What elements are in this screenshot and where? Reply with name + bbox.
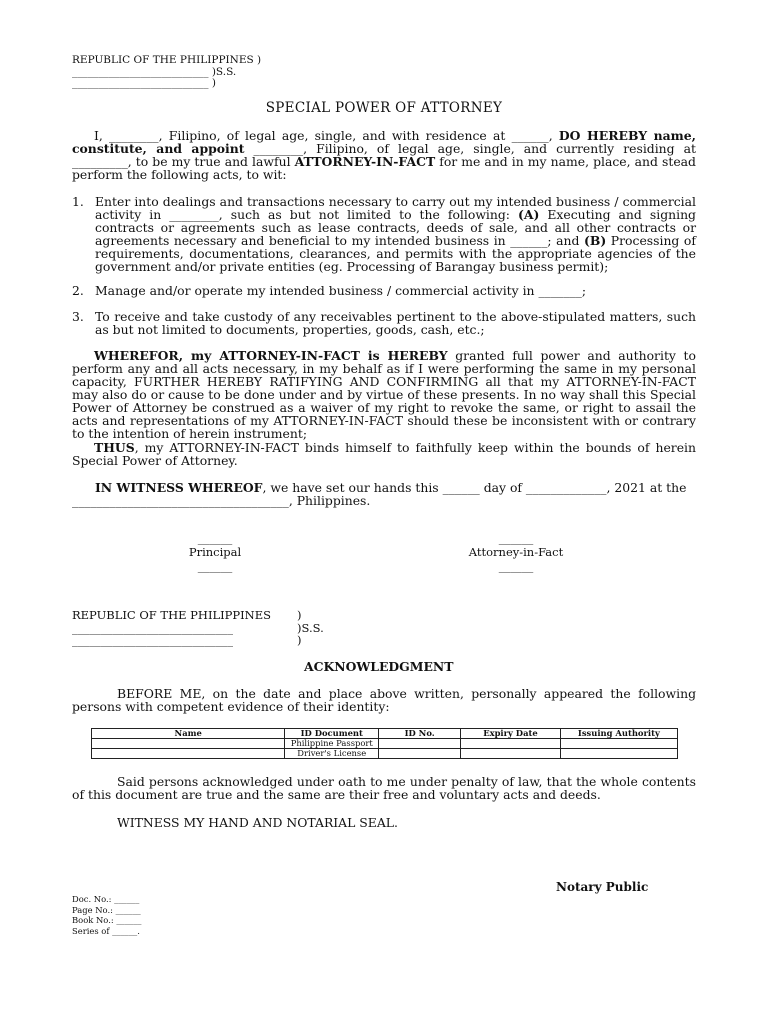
ack-venue-line-2: ____________________________: [72, 621, 233, 635]
ack-venue-paren-3: ): [297, 633, 302, 647]
table-cell: [461, 749, 561, 759]
table-cell: Philippine Passport: [285, 739, 379, 749]
page-number: Page No.: ______: [72, 904, 141, 915]
id-table-header: ID No.: [379, 729, 461, 739]
attorney-bottom-line: ______: [498, 559, 534, 573]
wherefor-paragraph: [72, 349, 696, 440]
intro-text-1: I, ________, Filipino, of legal age, single, and with residence at ______,: [94, 128, 559, 143]
ack-title: ACKNOWLEDGMENT: [304, 659, 454, 674]
wherefor-text: granted full power and authority to perform any and all acts necessary, in my behalf as if I were performing the same in my personal capacity, FURTHER HEREBY RATIFYING AND CONFIRMING all that my ATTORNEY-IN-FACT may also do or cause to be done under and by virtue of these presents. In no way shall this Special Power of Attorney be construed as a waiver of my right to revoke the same, or right to assail the acts and representations of my ATTORNEY-IN-FACT should these be inconsistent with or contrary to the intention of herein instrument;: [72, 348, 696, 441]
intro-text-3: for me and in my name, place, and stead perform the following acts, to wit:: [72, 154, 696, 182]
thus-bold: THUS: [94, 440, 135, 455]
ack-venue-paren-1: ): [297, 608, 302, 622]
table-cell: [560, 749, 677, 759]
thus-paragraph: [72, 441, 696, 467]
act-number-2: 2.: [72, 283, 84, 298]
id-table-header: Expiry Date: [461, 729, 561, 739]
act-item-1: [95, 195, 696, 273]
intro-paragraph: [72, 129, 696, 181]
attorney-label: Attorney-in-Fact: [468, 545, 564, 559]
intro-text-2: ________, Filipino, of legal age, single, and currently residing at _________, to be my true and lawful: [72, 141, 697, 169]
witness-bold: IN WITNESS WHEREOF: [95, 480, 263, 495]
ack-venue-line-3: ____________________________: [72, 633, 233, 647]
notary-public-label: Notary Public: [556, 880, 649, 894]
venue-line-3: __________________________ ): [72, 77, 216, 89]
id-table: [91, 728, 678, 759]
attorney-top-line: ______: [498, 531, 534, 545]
table-cell: [92, 739, 285, 749]
intro-bold-attorney: ATTORNEY-IN-FACT: [294, 154, 436, 169]
said-persons-paragraph: Said persons acknowledged under oath to me under penalty of law, that the whole contents of this document are true and the same are their free and voluntary acts and deeds.: [72, 774, 696, 802]
principal-signature-block: [165, 531, 265, 573]
act-number-1: 1.: [72, 194, 84, 209]
table-cell: Driver's License: [285, 749, 379, 759]
ack-venue-line-1: REPUBLIC OF THE PHILIPPINES: [72, 608, 272, 622]
act-1-text-2: Executing and signing contracts or agreements such as lease contracts, deeds of sale, and all other contracts or agreements necessary and beneficial to my intended business in ______; and: [95, 207, 696, 248]
table-row: [92, 739, 678, 749]
act-1-text-1: Enter into dealings and transactions necessary to carry out my intended business / commercial activity in ________, such as but not limited to the following:: [95, 194, 696, 222]
table-cell: [92, 749, 285, 759]
act-number-3: 3.: [72, 309, 84, 324]
act-1-text-3: Processing of requirements, documentations, clearances, and permits with the appropriate agencies of the government and/or private entities (eg. Processing of Barangay business permit);: [95, 233, 696, 274]
venue-line-1: REPUBLIC OF THE PHILIPPINES ): [72, 54, 262, 66]
table-cell: [379, 739, 461, 749]
principal-bottom-line: ______: [197, 559, 233, 573]
doc-info-block: [72, 894, 141, 936]
witness-line-2: ___________________________________, Philippines.: [72, 493, 371, 508]
principal-top-line: ______: [197, 531, 233, 545]
id-table-header: Issuing Authority: [560, 729, 677, 739]
thus-text: , my ATTORNEY-IN-FACT binds himself to faithfully keep within the bounds of herein Special Power of Attorney.: [72, 440, 696, 468]
act-1-bold-b: (B): [584, 233, 607, 248]
intro-bold-appoint: DO HEREBY name, constitute, and appoint: [72, 128, 696, 156]
document-title: SPECIAL POWER OF ATTORNEY: [265, 100, 503, 116]
act-item-2: Manage and/or operate my intended business / commercial activity in _______;: [95, 283, 587, 298]
ack-venue-paren-2: )S.S.: [297, 621, 324, 635]
series-of: Series of ______.: [72, 925, 140, 936]
id-table-header: ID Document: [285, 729, 379, 739]
act-item-3: To receive and take custody of any receivables pertinent to the above-stipulated matters, such as but not limited to documents, properties, goods, cash, etc.;: [95, 309, 696, 337]
principal-label: Principal: [188, 545, 242, 559]
witness-text-1: , we have set our hands this ______ day of _____________, 2021 at the: [262, 480, 687, 495]
table-cell: [560, 739, 677, 749]
before-me-paragraph: BEFORE ME, on the date and place above written, personally appeared the following persons with competent evidence of their identity:: [72, 686, 696, 714]
table-cell: [461, 739, 561, 749]
id-table-header-row: [92, 729, 678, 739]
id-table-header: Name: [92, 729, 285, 739]
wherefor-bold: WHEREFOR, my ATTORNEY-IN-FACT is HEREBY: [94, 348, 448, 363]
witness-seal-line: WITNESS MY HAND AND NOTARIAL SEAL.: [117, 815, 398, 830]
table-cell: [379, 749, 461, 759]
book-number: Book No.: ______: [72, 915, 142, 925]
venue-line-2: __________________________ )S.S.: [72, 66, 237, 78]
act-1-bold-a: (A): [518, 207, 540, 222]
doc-number: Doc. No.: ______: [72, 894, 140, 904]
attorney-signature-block: [456, 531, 576, 573]
table-row: [92, 749, 678, 759]
